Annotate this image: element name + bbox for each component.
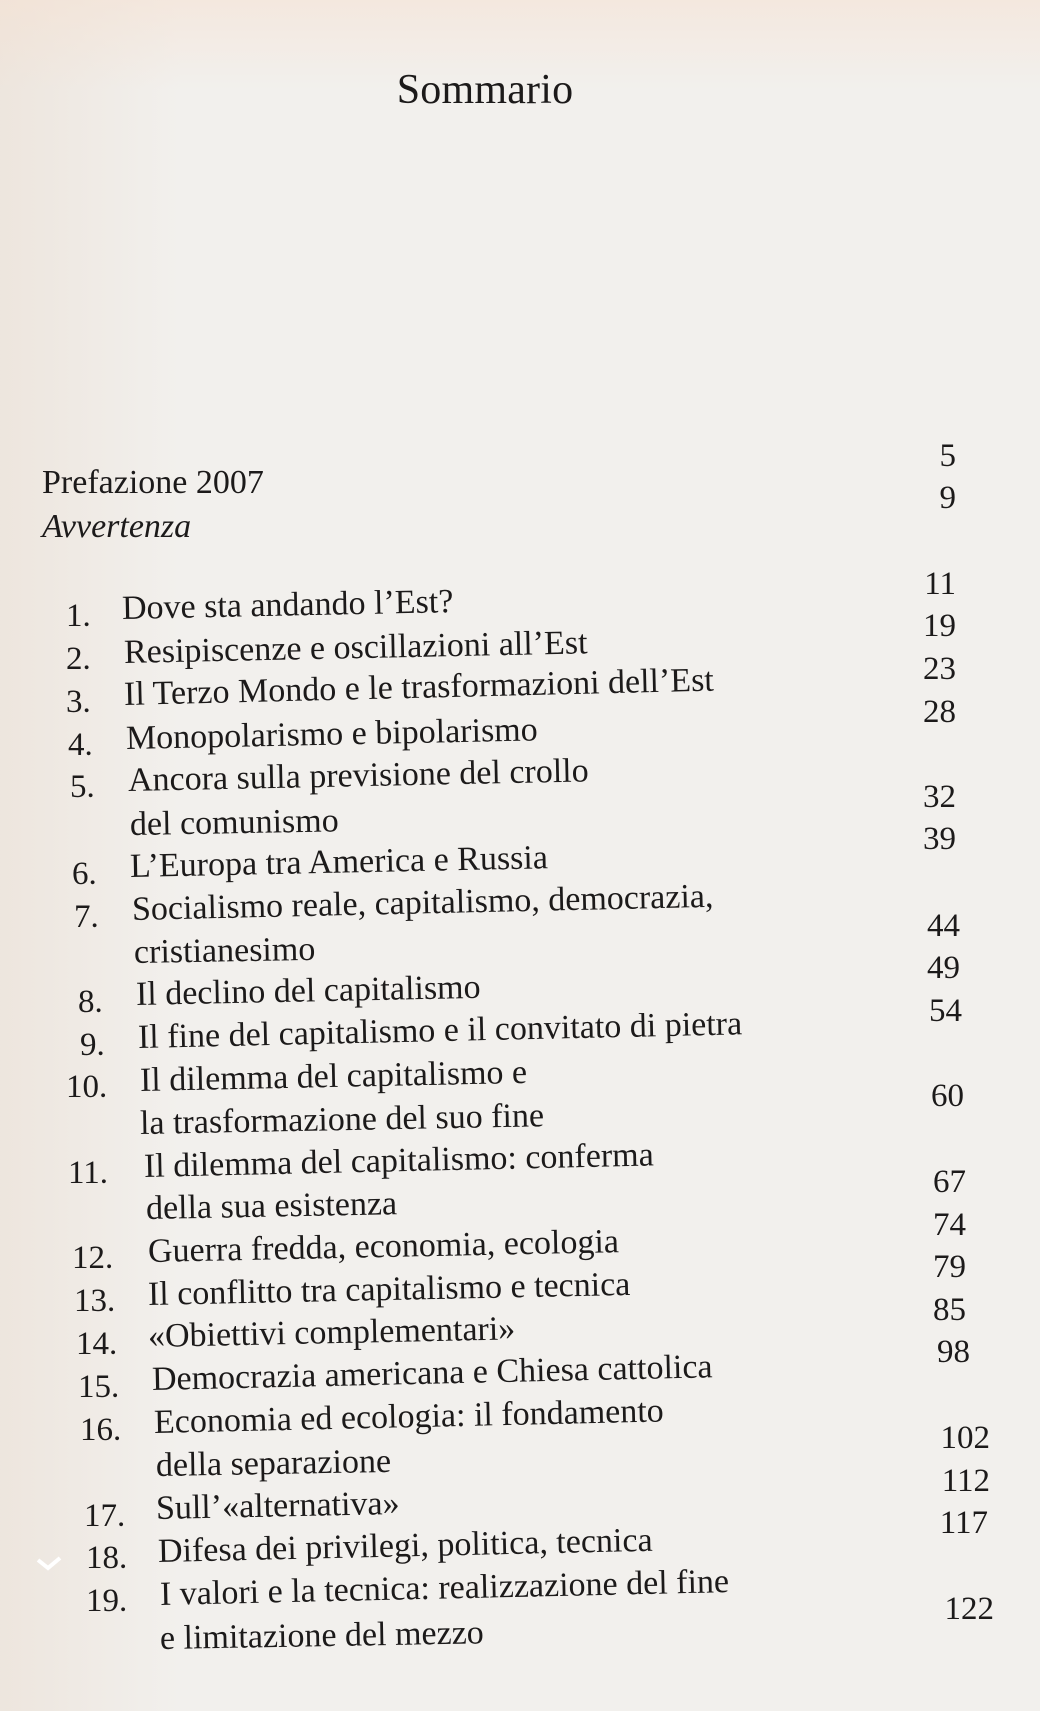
toc-page-number: 74 — [933, 1207, 966, 1243]
toc-entry-number: 17. — [84, 1498, 126, 1534]
toc-page-number: 79 — [933, 1249, 966, 1285]
toc-page-number: 60 — [931, 1078, 964, 1114]
toc-page-number: 117 — [939, 1505, 988, 1541]
toc-entry-title: Dove sta andando l’Est? — [121, 583, 454, 627]
toc-entry-title: Monopolarismo e bipolarismo — [125, 711, 539, 757]
toc-entry-number: 6. — [72, 856, 97, 892]
toc-entry-title: Il dilemma del capitalismo e — [139, 1053, 528, 1099]
toc-entry-title: «Obiettivi complementari» — [147, 1310, 516, 1355]
toc-page-number: 98 — [937, 1334, 970, 1370]
toc-page-number: 39 — [923, 821, 956, 857]
toc-entry-number: 5. — [70, 769, 95, 805]
toc-entry-title: Il dilemma del capitalismo: conferma — [143, 1136, 655, 1185]
toc-page-number: 67 — [933, 1164, 966, 1200]
toc-entry-title: Ancora sulla previsione del crollo — [127, 752, 590, 799]
toc-page-number: 112 — [941, 1463, 990, 1499]
toc-entry-title: Sull’«alternativa» — [155, 1484, 400, 1527]
toc-page-number: 102 — [940, 1420, 990, 1456]
toc-entry-title: L’Europa tra America e Russia — [129, 839, 549, 885]
toc-entry-title: Guerra fredda, economia, ecologia — [147, 1223, 620, 1270]
toc-entry-number: 7. — [74, 899, 99, 935]
toc-entry-number: 2. — [66, 641, 91, 677]
toc-entry-title: Difesa dei privilegi, politica, tecnica — [157, 1521, 653, 1570]
toc-page-number: 32 — [923, 779, 956, 815]
toc-entry-number: 16. — [80, 1412, 122, 1448]
scan-artifact-icon — [36, 1556, 62, 1572]
toc-entry-number: 3. — [66, 684, 91, 720]
toc-entry-title: Resipiscenze e oscillazioni all’Est — [123, 624, 588, 671]
toc-entry-number: 11. — [68, 1155, 109, 1191]
toc-entry-title-cont: della sua esistenza — [145, 1185, 398, 1227]
toc-page-number: 28 — [923, 694, 956, 730]
toc-page-number: 122 — [944, 1591, 994, 1627]
toc-entry-title-cont: della separazione — [155, 1442, 392, 1484]
toc-entry-number: 15. — [78, 1369, 120, 1405]
toc-entry-number: 10. — [66, 1069, 108, 1105]
toc-entry-title: Socialismo reale, capitalismo, democrazia, — [131, 877, 714, 928]
toc-entry-title-cont: cristianesimo — [133, 930, 316, 971]
toc-entry-number: 1. — [66, 598, 91, 634]
toc-entry-number: 19. — [86, 1583, 128, 1619]
toc-page-number: 85 — [933, 1292, 966, 1328]
toc-entry-number: 8. — [78, 984, 103, 1020]
toc-entry-title: I valori e la tecnica: realizzazione del fine — [159, 1563, 730, 1613]
toc-entry-title: Il declino del capitalismo — [135, 968, 481, 1013]
toc-page-number: 9 — [939, 480, 956, 516]
toc-entry-title-cont: del comunismo — [129, 802, 339, 843]
toc-entry-title-cont: e limitazione del mezzo — [159, 1614, 485, 1657]
toc-page-number: 44 — [927, 908, 960, 944]
page-title: Sommario — [396, 67, 574, 113]
toc-entry-number: 12. — [72, 1240, 114, 1276]
toc-entry-title: Democrazia americana e Chiesa cattolica — [151, 1348, 713, 1398]
toc-front-label: Prefazione 2007 — [42, 464, 264, 501]
toc-page-number: 49 — [927, 950, 960, 986]
toc-entry-title: Il fine del capitalismo e il convitato di pietra — [137, 1005, 743, 1056]
toc-page-number: 19 — [923, 608, 956, 644]
toc-page-number: 23 — [923, 651, 956, 687]
toc-entry-title-cont: la trasformazione del suo fine — [139, 1097, 545, 1142]
toc-entry-number: 4. — [68, 727, 93, 763]
toc-entry-number: 18. — [86, 1540, 128, 1576]
toc-entry-number: 14. — [76, 1326, 118, 1362]
toc-entry-number: 9. — [80, 1027, 105, 1063]
toc-page-number: 11 — [924, 566, 956, 602]
toc-entry-number: 13. — [74, 1283, 116, 1319]
toc-front-label: Avvertenza — [42, 508, 192, 545]
toc-entry-title: Il Terzo Mondo e le trasformazioni dell’Est — [123, 661, 715, 713]
toc-page-number: 5 — [939, 438, 956, 474]
toc-page-number: 54 — [929, 993, 962, 1029]
toc-entry-title: Economia ed ecologia: il fondamento — [153, 1392, 665, 1441]
toc-entry-title: Il conflitto tra capitalismo e tecnica — [147, 1265, 631, 1313]
